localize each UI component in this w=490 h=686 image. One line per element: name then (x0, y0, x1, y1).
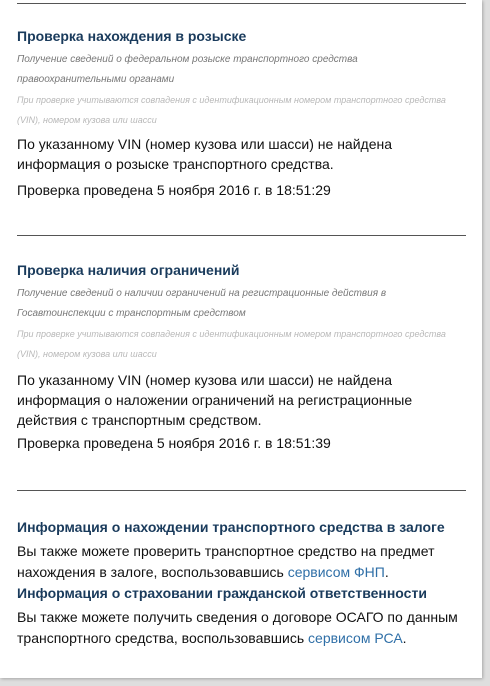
divider-top (17, 3, 466, 4)
insurance-info-title: Информация о страховании гражданской ответственности (17, 585, 427, 601)
pledge-info-title: Информация о нахождении транспортного средства в залоге (17, 519, 445, 535)
rsa-service-link[interactable]: сервисом РСА (308, 630, 403, 646)
wanted-check-title: Проверка нахождения в розыске (17, 28, 247, 44)
restrictions-check-timestamp: Проверка проведена 5 ноября 2016 г. в 18:51:39 (17, 435, 331, 451)
pledge-info-text (17, 541, 467, 583)
restrictions-check-result: По указанному VIN (номер кузова или шасси) не найдена информация о наложении ограничений на регистрационные действия с транспортным средством. (17, 372, 413, 428)
fnp-service-link[interactable]: сервисом ФНП (287, 564, 385, 580)
insurance-info-suffix: . (402, 630, 407, 646)
insurance-info-body: Вы также можете получить сведения о договоре ОСАГО по данным транспортного средства, воспользовавшись (17, 609, 458, 646)
restrictions-check-description: Получение сведений о наличии ограничений на регистрационные действия в Госавтоинспекции с транспортным средством (17, 288, 387, 319)
divider-1 (17, 235, 466, 236)
restrictions-check-note: При проверке учитываются совпадения с идентификационным номером транспортного средства (VIN), номером кузова или шасси (17, 329, 446, 359)
pledge-info-suffix: . (384, 564, 389, 580)
divider-2 (17, 490, 466, 491)
pledge-info-body: Вы также можете проверить транспортное средство на предмет нахождения в залоге, воспользовавшись (17, 543, 435, 580)
wanted-check-result: По указанному VIN (номер кузова или шасси) не найдена информация о розыске транспортного средства. (17, 136, 393, 172)
insurance-info-text (17, 607, 467, 649)
wanted-check-description: Получение сведений о федеральном розыске транспортного средства правоохранительными органами (17, 54, 358, 85)
wanted-check-timestamp: Проверка проведена 5 ноября 2016 г. в 18:51:29 (17, 182, 331, 198)
restrictions-check-title: Проверка наличия ограничений (17, 262, 240, 278)
wanted-check-note: При проверке учитываются совпадения с идентификационным номером транспортного средства (VIN), номером кузова или шасси (17, 95, 446, 125)
